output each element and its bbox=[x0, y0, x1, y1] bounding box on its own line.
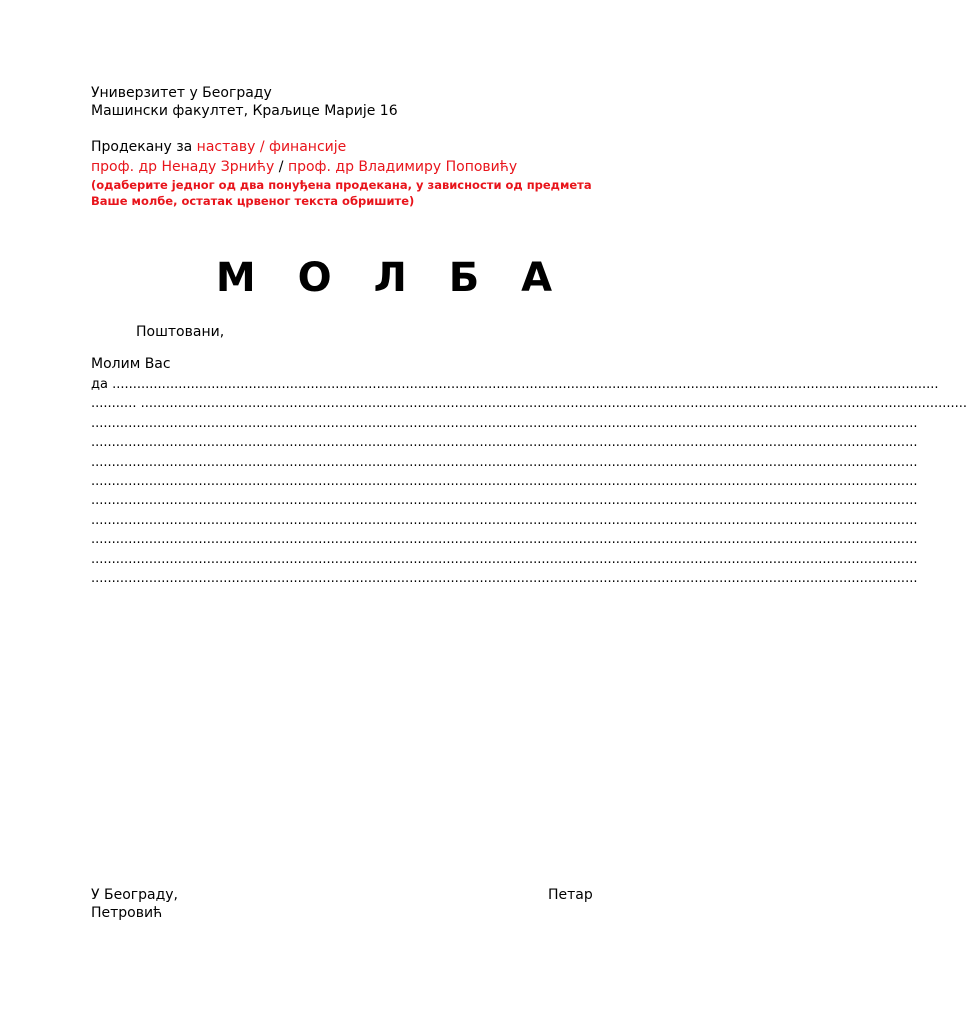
document-title: М О Л Б А bbox=[215, 255, 567, 301]
signature-place bbox=[91, 886, 178, 922]
dotted-line-2: ........... ........................................................................................................................................................................................................ bbox=[91, 396, 967, 412]
addressee-prefix: Продекану за bbox=[91, 139, 197, 155]
place-text: У Београду, bbox=[91, 887, 179, 903]
dotted-line-8: ........................................................................................................................................................................................................ bbox=[91, 512, 918, 528]
faculty-line: Машински факултет, Краљице Марије 16 bbox=[91, 103, 398, 119]
instruction-note-1: (одаберите једног од два понуђена продекана, у зависности од предмета bbox=[91, 178, 592, 192]
dean-name-1: проф. др Ненаду Зрнићу bbox=[91, 159, 275, 175]
signature-first-name: Петар bbox=[548, 887, 593, 903]
dotted-line-10: ........................................................................................................................................................................................................ bbox=[91, 551, 918, 567]
instruction-note-2: Ваше молбе, остатак црвеног текста обришите) bbox=[91, 194, 415, 208]
greeting: Поштовани, bbox=[136, 324, 225, 340]
dotted-line-7: ........................................................................................................................................................................................................ bbox=[91, 493, 918, 509]
dotted-line-1: да ........................................................................................................................................................................................................ bbox=[91, 377, 939, 392]
dean-separator: / bbox=[274, 159, 288, 175]
dean-name-2: проф. др Владимиру Поповићу bbox=[287, 159, 518, 175]
dotted-line-4: ........................................................................................................................................................................................................ bbox=[91, 435, 918, 451]
dotted-line-5: ........................................................................................................................................................................................................ bbox=[91, 454, 918, 470]
addressee-subject: наставу / финансије bbox=[196, 139, 347, 155]
deans-line bbox=[91, 158, 517, 176]
line2-prefix: ........... bbox=[91, 396, 141, 412]
dotted-line-11: ........................................................................................................................................................................................................ bbox=[91, 571, 918, 586]
dotted-line-9: ........................................................................................................................................................................................................ bbox=[91, 532, 918, 548]
university-line: Универзитет у Београду bbox=[91, 85, 272, 101]
signature-last-name: Петровић bbox=[91, 905, 163, 921]
body-intro: Молим Вас bbox=[91, 356, 171, 372]
da-label: да bbox=[91, 377, 113, 392]
dotted-line-3: ........................................................................................................................................................................................................ bbox=[91, 415, 918, 431]
addressee-line bbox=[91, 138, 346, 156]
dotted-line-6: ........................................................................................................................................................................................................ bbox=[91, 474, 918, 489]
